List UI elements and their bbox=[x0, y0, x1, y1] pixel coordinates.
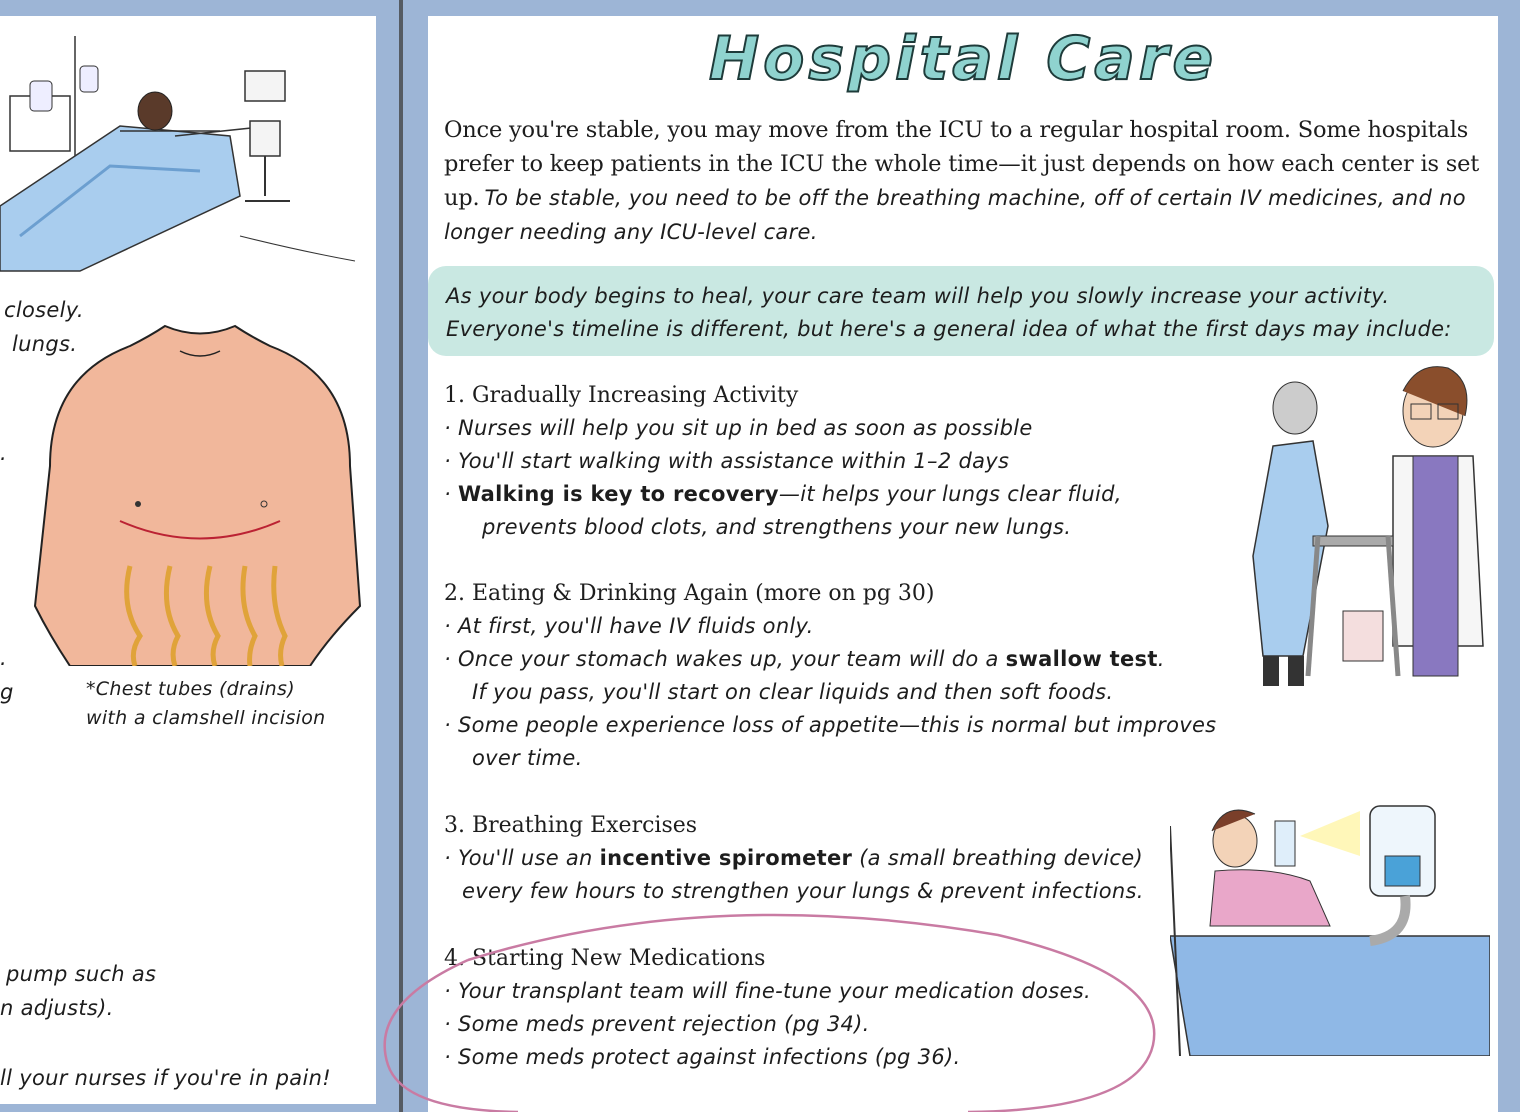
chest-illustration bbox=[30, 306, 365, 666]
bullet bbox=[444, 842, 1144, 875]
spirometer-illustration bbox=[1170, 786, 1490, 1056]
bullet: · Some meds prevent rejection (pg 34). bbox=[444, 1012, 870, 1036]
bullet: · Nurses will help you sit up in bed as soon as possible bbox=[444, 416, 1033, 440]
bullet-text: · Once your stomach wakes up, your team will do a bbox=[444, 647, 999, 671]
callout-box bbox=[428, 266, 1494, 356]
bold-text: Walking is key to recovery bbox=[457, 482, 779, 506]
page-spine bbox=[399, 0, 403, 1112]
section-eating bbox=[444, 577, 1216, 775]
page-title: Hospital Care bbox=[708, 24, 1218, 94]
left-text-fragment: . bbox=[0, 646, 7, 670]
intro-text: Once you're stable, you may move from the ICU to a regular hospital room. Some hospitals prefer to keep patients in the ICU the whole time—it just depends on how each center is set up. bbox=[444, 117, 1480, 211]
bullet: · At first, you'll have IV fluids only. bbox=[444, 614, 814, 638]
bullet: · Some meds protect against infections (pg 36). bbox=[444, 1045, 961, 1069]
right-page bbox=[428, 16, 1498, 1112]
bullet-text: · You'll use an bbox=[444, 846, 593, 870]
section-heading: 3. Breathing Exercises bbox=[444, 813, 698, 838]
callout-text bbox=[446, 280, 1452, 346]
bullet-continuation: If you pass, you'll start on clear liquids and then soft foods. bbox=[472, 680, 1114, 704]
left-text-fragment: ll your nurses if you're in pain! bbox=[0, 1066, 331, 1090]
walker-illustration bbox=[1243, 356, 1493, 696]
chest-caption: with a clamshell incision bbox=[86, 707, 326, 729]
intro-paragraph bbox=[444, 114, 1484, 250]
bullet: · Your transplant team will fine-tune your medication doses. bbox=[444, 979, 1091, 1003]
bullet bbox=[444, 643, 1216, 676]
bullet-text: —it helps your lungs clear fluid, bbox=[778, 482, 1122, 506]
bold-text: swallow test bbox=[1005, 647, 1158, 671]
left-text-fragment: g bbox=[0, 680, 14, 704]
callout-line: Everyone's timeline is different, but here's a general idea of what the first days may include: bbox=[446, 317, 1452, 341]
bold-text: incentive spirometer bbox=[599, 846, 853, 870]
bullet-continuation: every few hours to strengthen your lungs & prevent infections. bbox=[462, 879, 1144, 903]
left-text-fragment: n adjusts). bbox=[0, 996, 114, 1020]
callout-line: As your body begins to heal, your care team will help you slowly increase your activity. bbox=[446, 284, 1390, 308]
section-activity bbox=[444, 379, 1122, 544]
bullet-text: . bbox=[1157, 647, 1165, 671]
hospital-bed-illustration bbox=[0, 36, 360, 276]
left-text-fragment: lungs. bbox=[12, 332, 78, 356]
bullet-continuation: prevents blood clots, and strengthens your new lungs. bbox=[482, 515, 1072, 539]
section-breathing bbox=[444, 809, 1144, 908]
left-page bbox=[0, 16, 376, 1104]
bullet: · Walking is key to recovery—it helps your lungs clear fluid, bbox=[444, 482, 1122, 506]
left-text-fragment: . bbox=[0, 441, 7, 465]
bullet-continuation: over time. bbox=[472, 746, 583, 770]
section-heading: 1. Gradually Increasing Activity bbox=[444, 383, 799, 408]
left-text-fragment: pump such as bbox=[6, 962, 157, 986]
chest-caption: *Chest tubes (drains) bbox=[86, 678, 295, 700]
section-heading: 4. Starting New Medications bbox=[444, 946, 766, 971]
section-medications bbox=[444, 942, 1091, 1074]
bullet: · Some people experience loss of appetite—this is normal but improves bbox=[444, 713, 1217, 737]
bullet: · You'll start walking with assistance within 1–2 days bbox=[444, 449, 1010, 473]
left-text-fragment: closely. bbox=[4, 298, 84, 322]
section-heading: 2. Eating & Drinking Again (more on pg 30) bbox=[444, 581, 935, 606]
bullet-text: (a small breathing device) bbox=[859, 846, 1143, 870]
intro-text-handwritten: To be stable, you need to be off the breathing machine, off of certain IV medicines, and no longer needing any ICU-level care. bbox=[444, 186, 1466, 244]
